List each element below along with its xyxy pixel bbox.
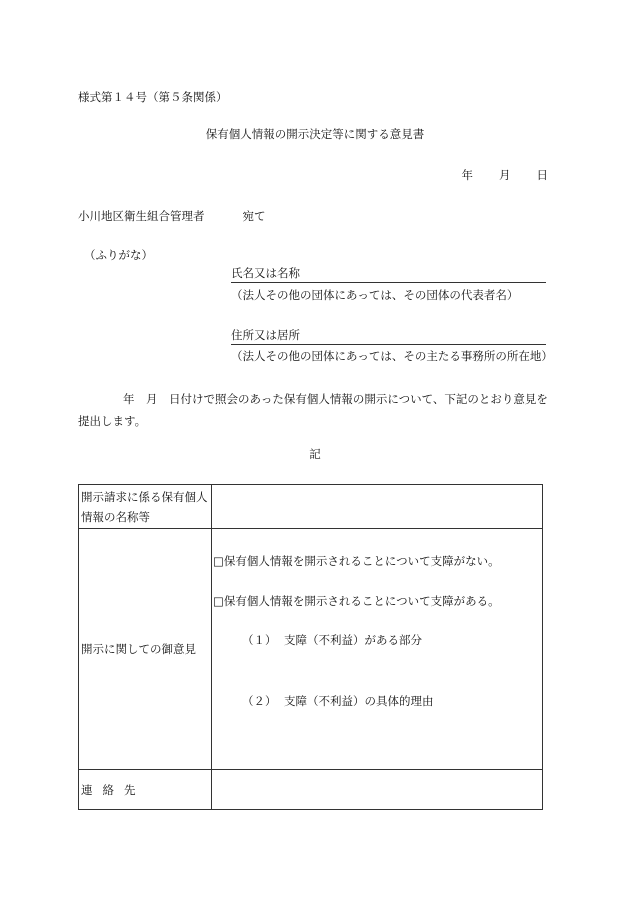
date-day: 日 <box>536 168 548 182</box>
sub-item-label: 支障（不利益）の具体的理由 <box>284 694 434 708</box>
name-field-label: 氏名又は名称 <box>231 266 300 280</box>
row-header-label: 開示請求に係る保有個人情報の名称等 <box>81 489 208 524</box>
option-no-objection[interactable]: □保有個人情報を開示されることについて支障がない。 <box>213 554 500 568</box>
sub-item-number: （１） <box>242 633 277 647</box>
item-name-field[interactable] <box>212 485 543 529</box>
date-year: 年 <box>461 168 473 182</box>
address-field[interactable] <box>231 330 546 345</box>
sub-item-affected-part <box>242 635 422 647</box>
name-field-note: （法人その他の団体にあっては、その団体の代表者名） <box>231 288 519 302</box>
sub-item-number: （２） <box>242 694 277 708</box>
date-month: 月 <box>499 168 511 182</box>
form-number: 様式第１４号（第５条関係） <box>78 90 228 104</box>
name-field[interactable] <box>231 268 546 283</box>
table-row <box>79 485 543 529</box>
row-header-item-name <box>79 485 212 529</box>
opinion-table <box>78 484 543 810</box>
addressee <box>78 211 266 223</box>
row-header-opinion <box>79 529 212 770</box>
date-line <box>462 170 549 182</box>
row-header-label: 連絡先 <box>81 782 146 797</box>
contact-field[interactable] <box>212 770 543 810</box>
sub-item-label: 支障（不利益）がある部分 <box>284 633 422 647</box>
row-header-label: 開示に関しての御意見 <box>81 642 196 656</box>
table-row <box>79 529 543 770</box>
option-objection[interactable]: □保有個人情報を開示されることについて支障がある。 <box>213 594 500 608</box>
ki-heading: 記 <box>309 447 321 461</box>
sub-item-specific-reason <box>242 696 434 708</box>
addressee-name: 小川地区衛生組合管理者 <box>78 209 205 223</box>
body-text: 年 月 日付けで照会のあった保有個人情報の開示について、下記のとおり意見を提出します。 <box>78 392 548 428</box>
address-field-note: （法人その他の団体にあっては、その主たる事務所の所在地） <box>231 349 553 363</box>
row-header-contact <box>79 770 212 810</box>
addressee-suffix: 宛て <box>242 209 266 223</box>
table-row <box>79 770 543 810</box>
address-field-label: 住所又は居所 <box>231 328 300 342</box>
page-title: 保有個人情報の開示決定等に関する意見書 <box>205 127 425 141</box>
furigana-label: （ふりがな） <box>84 248 153 262</box>
opinion-field[interactable] <box>212 529 543 770</box>
